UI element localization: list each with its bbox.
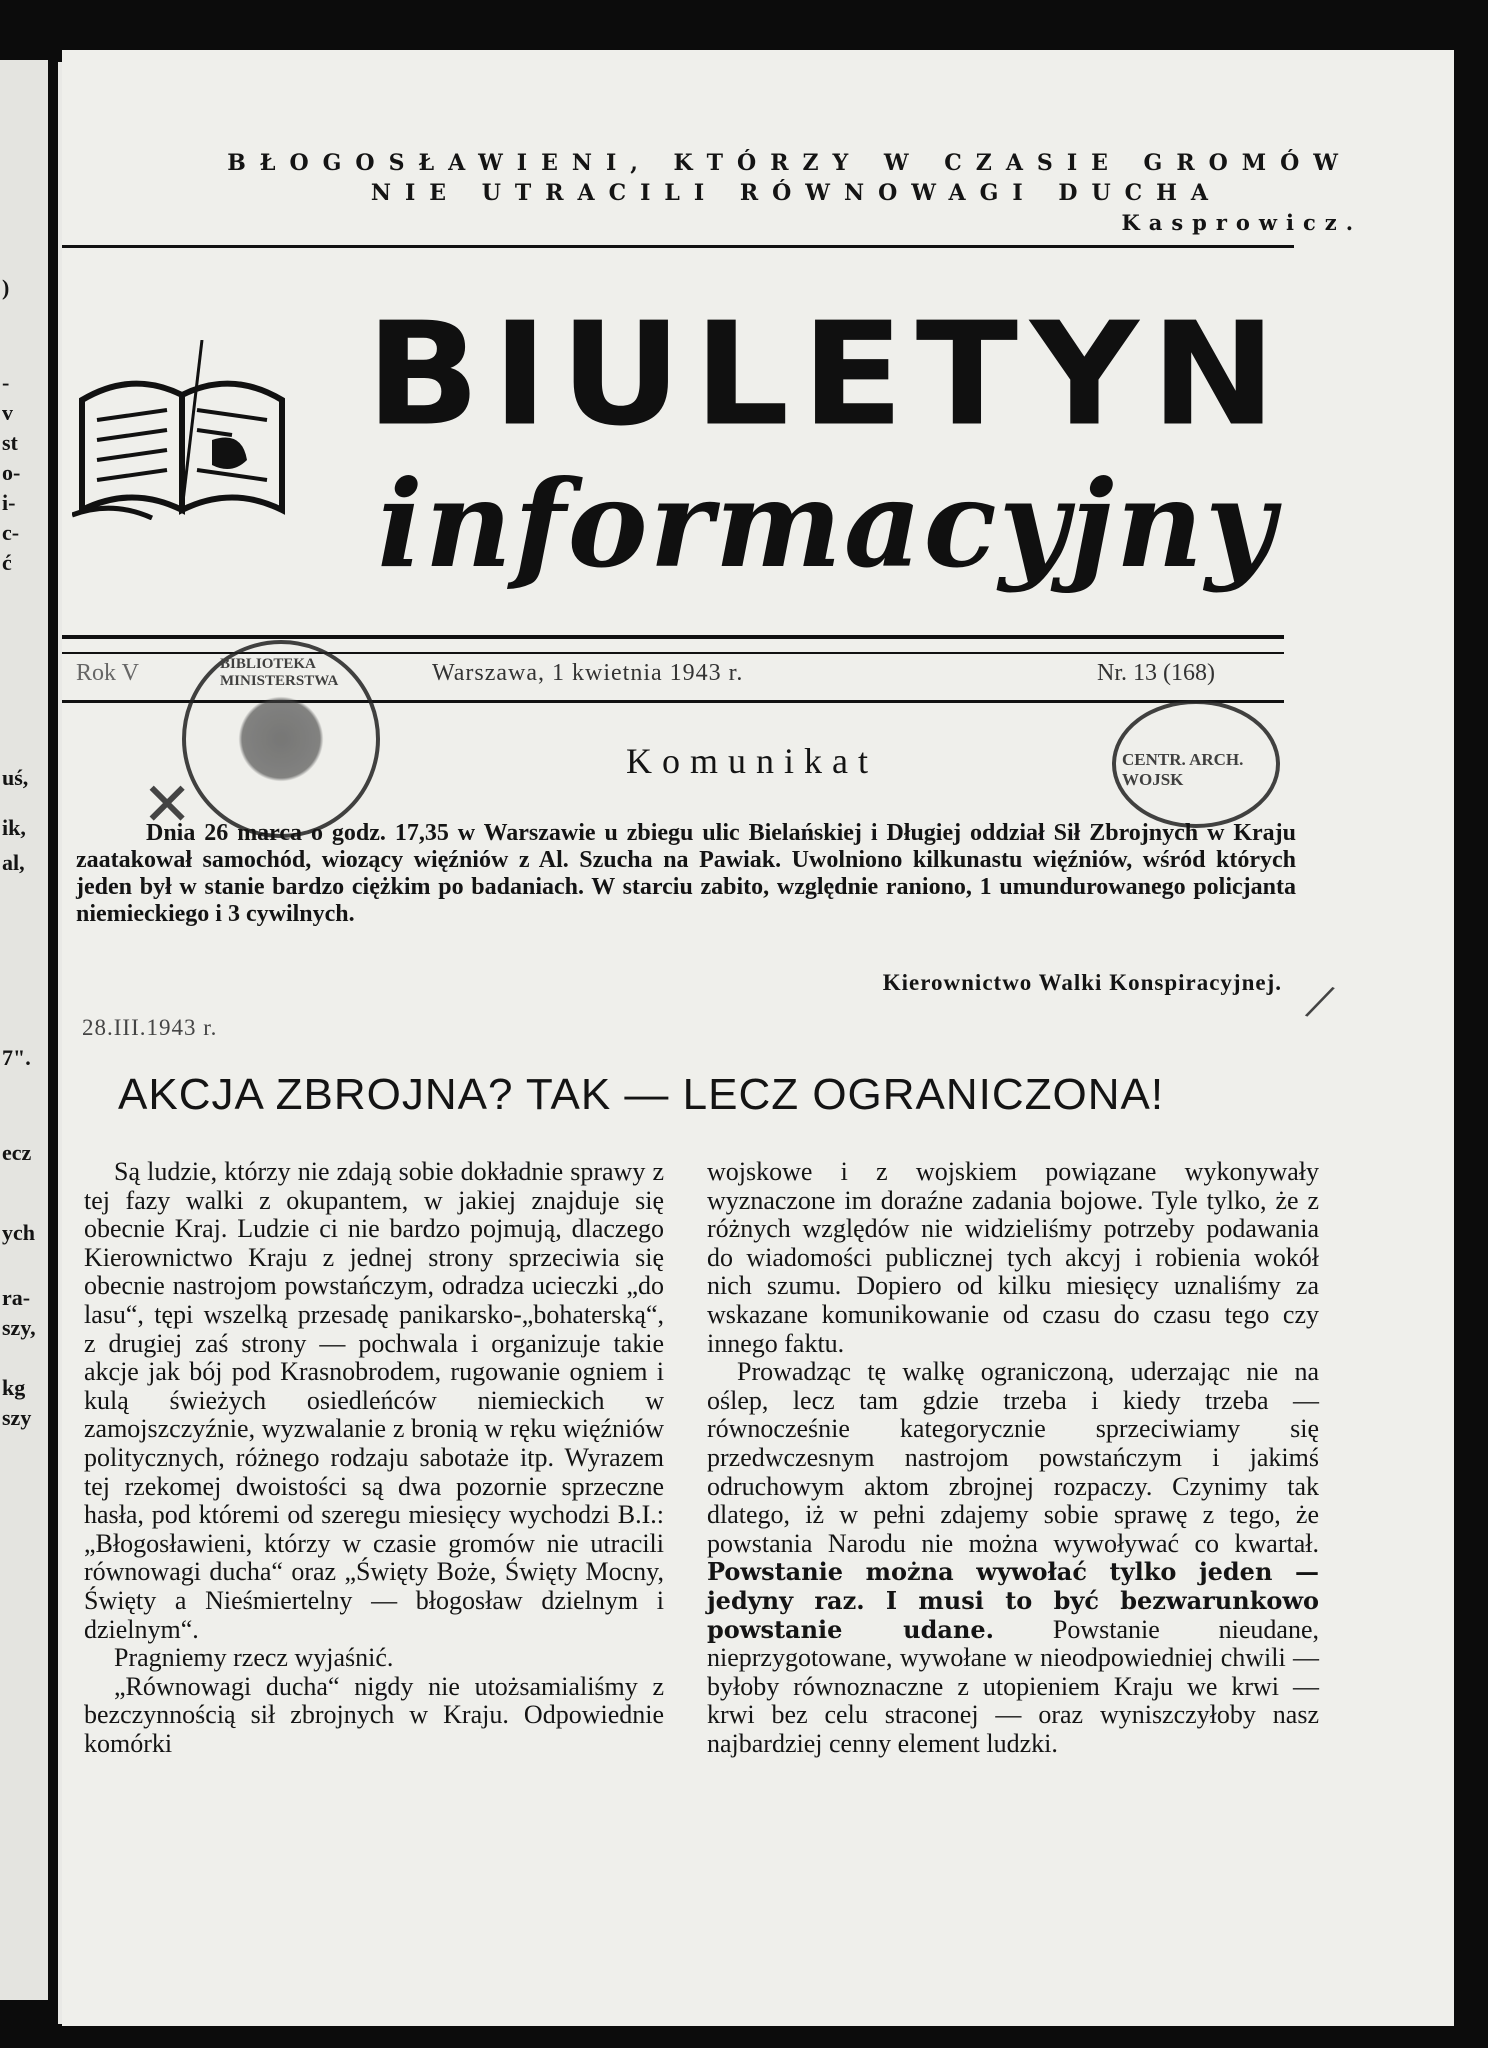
article-bold-text: Powstanie można wywołać tylko jeden — jedyny raz. I musi to być bezwarunkowo powstanie udane. bbox=[707, 1557, 1319, 1644]
film-border-right bbox=[1454, 0, 1488, 2048]
prev-page-fragment: - bbox=[2, 370, 10, 395]
prev-page-fragment: ecz bbox=[2, 1140, 32, 1165]
prev-page-fragment: szy bbox=[2, 1405, 32, 1430]
prev-page-fragment: ć bbox=[2, 550, 12, 575]
prev-page-fragment: ) bbox=[2, 275, 10, 300]
article-paragraph: Są ludzie, którzy nie zdają sobie dokładnie sprawy z tej fazy walki z okupantem, w jakiej znajduje się obecnie Kraj. Ludzie ci nie bardzo pojmują, dlaczego Kierownictwo Kraju z jednej strony sprzeciwia się obecnie nastrojom powstańczym, odradza ucieczki „do lasu“, tępi wszelką przesadę panikarsko-„bohaterską“, z drugiej zaś strony — pochwala i organizuje takie akcje jak bój pod Krasnobrodem, rugowanie ogniem i kulą świeżych osiedleńców niemieckich w zamojszczyźnie, wyzwalanie z bronią w ręku więźniów politycznych, różnego rodzaju sabotaże itp. Wyrazem tej rzekomej dwoistości są dwa pozornie sprzeczne hasła, pod któremi od szeregu miesięcy wychodzi B.I.: „Błogosławieni, którzy w czasie gromów nie utracili równowagi ducha“ oraz „Święty Boże, Święty Mocny, Święty a Nieśmiertelny — błogosław dzielnym i dzielnym“. bbox=[84, 1157, 664, 1644]
library-stamp bbox=[182, 640, 380, 838]
prev-page-fragment: ych bbox=[2, 1220, 35, 1245]
dateline-number: Nr. 13 (168) bbox=[1097, 660, 1215, 686]
header-rule-top bbox=[62, 245, 1294, 248]
stamp-right-text: CENTR. ARCH. WOJSK bbox=[1122, 750, 1244, 789]
prev-page-fragment: ik, bbox=[2, 815, 26, 840]
previous-page-strip bbox=[0, 60, 48, 2000]
dateline-place-date: Warszawa, 1 kwietnia 1943 r. bbox=[432, 660, 744, 686]
open-book-quill-icon bbox=[72, 340, 302, 520]
prev-page-fragment: uś, bbox=[2, 765, 29, 790]
page-spine bbox=[50, 40, 55, 2040]
motto-line-1: BŁOGOSŁAWIENI, KTÓRZY W CZASIE GROMÓW bbox=[227, 150, 1352, 176]
prev-page-fragment: al, bbox=[2, 850, 25, 875]
komunikat-title: Komunikat bbox=[626, 741, 878, 781]
prev-page-fragment: c- bbox=[2, 520, 20, 545]
article-paragraph: „Równowagi ducha“ nigdy nie utożsamialiśmy z bezczynnością sił zbrojnych w Kraju. Odpowiednie komórki bbox=[84, 1671, 664, 1758]
film-border-bottom bbox=[0, 2024, 1488, 2048]
article-paragraph: Pragniemy rzecz wyjaśnić. bbox=[114, 1643, 394, 1673]
prev-page-fragment: o- bbox=[2, 460, 21, 485]
stamp-left-text: BIBLIOTEKA MINISTERSTWA bbox=[220, 656, 339, 689]
prev-page-fragment: st bbox=[2, 430, 18, 455]
article-headline: AKCJA ZBROJNA? TAK — LECZ OGRANICZONA! bbox=[118, 1070, 1165, 1119]
article-column-right bbox=[707, 1158, 1319, 1758]
prev-page-fragment: szy, bbox=[2, 1315, 36, 1340]
motto-author: Kasprowicz. bbox=[1121, 210, 1362, 235]
komunikat-body bbox=[76, 820, 1296, 928]
article-text: Prowadząc tę walkę ograniczoną, uderzając nie na oślep, lecz tam gdzie trzeba i kiedy trzeba — równocześnie kategorycznie sprzeciwiamy się przedwczesnym nastrojom powstańczym i jakimś odruchowym aktom zbrojnej rozpaczy. Czynimy tak dlatego, iż w pełni zdajemy sobie sprawę z tego, że powstania Narodu nie można wywoływać co kwartał. bbox=[707, 1357, 1319, 1558]
dateline-year: Rok V bbox=[76, 660, 139, 686]
dateline-rule-top bbox=[62, 635, 1284, 639]
komunikat-date: 28.III.1943 r. bbox=[82, 1015, 218, 1040]
article-text: Powstanie nieudane, nieprzygotowane, wywołane w nieodpowiedniej chwili — byłoby równoznaczne z utopieniem Kraju we krwi — krwi bez celu straconej — oraz wyniszczyłoby nasz najbardziej cenny element ludzki. bbox=[707, 1614, 1319, 1758]
pencil-cross-mark: ✕ bbox=[142, 772, 193, 838]
article-column-left bbox=[84, 1158, 664, 1758]
article-paragraph: wojskowe i z wojskiem powiązane wykonywały wyznaczone im doraźne zadania bojowe. Tyle tylko, że z różnych względów nie widzieliśmy potrzeby podawania do wiadomości publicznej tych akcyj i robienia wokół nich szumu. Dopiero od kilku miesięcy uznaliśmy za wskazane komunikowanie od czasu do czasu tego czy innego faktu. bbox=[707, 1157, 1319, 1358]
masthead-subtitle: informacyjny bbox=[377, 454, 1277, 595]
masthead-title: BIULETYN bbox=[365, 292, 1289, 458]
komunikat-signature: Kierownictwo Walki Konspiracyjnej. bbox=[882, 970, 1282, 995]
newspaper-page bbox=[62, 50, 1454, 2026]
prev-page-fragment: kg bbox=[2, 1375, 26, 1400]
prev-page-fragment: i- bbox=[2, 490, 16, 515]
prev-page-fragment: v bbox=[2, 400, 13, 425]
prev-page-fragment: 7". bbox=[2, 1045, 31, 1070]
motto-line-2: NIE UTRACILI RÓWNOWAGI DUCHA bbox=[370, 180, 1222, 206]
article-paragraph bbox=[707, 1358, 1319, 1758]
komunikat-paragraph: Dnia 26 marca o godz. 17,35 w Warszawie u zbiegu ulic Bielańskiej i Długiej oddział Sił Zbrojnych w Kraju zaatakował samochód, wiozący więźniów z Al. Szucha na Pawiak. Uwolniono kilkunastu więźniów, wśród których jeden był w stanie bardzo ciężkim po badaniach. W starciu zabito, względnie raniono, 1 umundurowanego policjanta niemieckiego i 3 cywilnych. bbox=[76, 820, 1296, 927]
pencil-slash-mark: / bbox=[1299, 970, 1340, 1034]
prev-page-fragment: ra- bbox=[2, 1285, 31, 1310]
